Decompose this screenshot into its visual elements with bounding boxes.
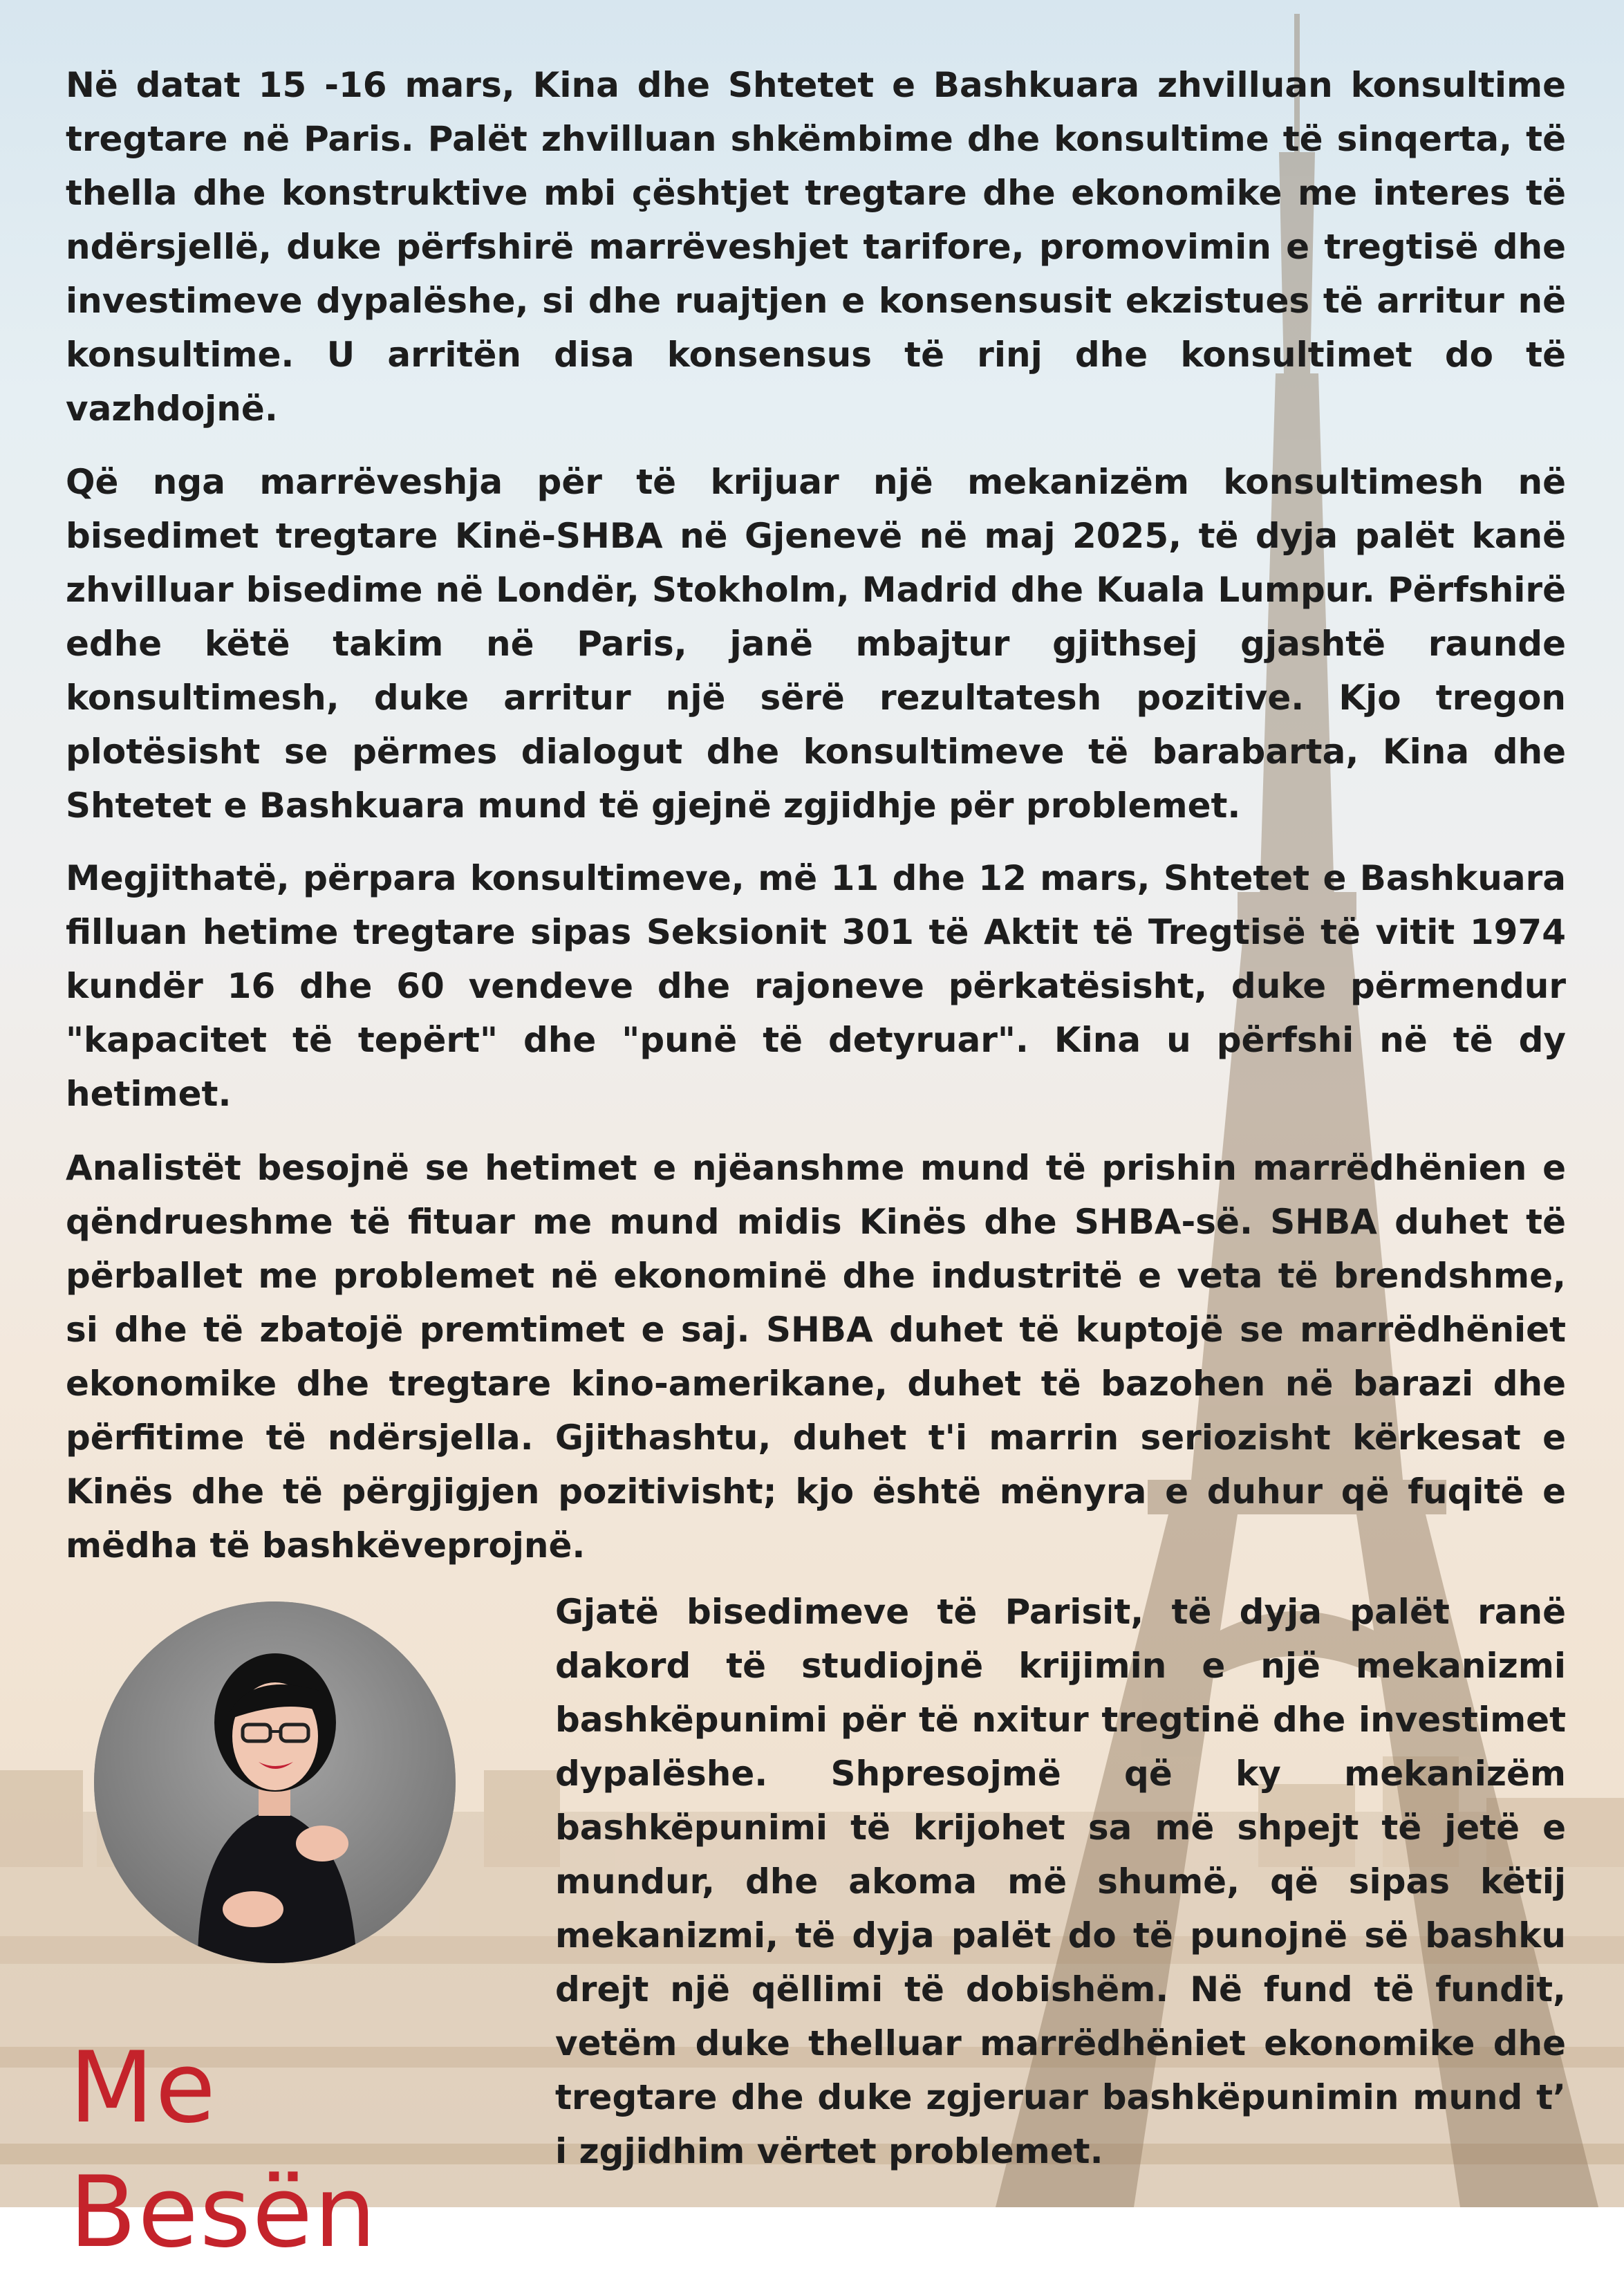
author-signature: Me Besën — [69, 2031, 378, 2269]
article-paragraph-1: Në datat 15 -16 mars, Kina dhe Shtetet e Bashkuara zhvilluan konsultime tregtare në Paris. Palët zhvilluan shkëmbime dhe konsultime të sinqerta, të thella dhe konstruktive mbi çështjet tregtare dhe ekonomike me interes të ndërsjellë, duke përfshirë marrëveshjet tarifore, promovimin e tregtisë dhe investimeve dypalëshe, si dhe ruajtjen e konsensusit ekzistues të arritur në konsultime. U arritën disa konsensus të rinj dhe konsultimet do të vazhdojnë. — [66, 65, 1566, 429]
article-paragraph-3: Megjithatë, përpara konsultimeve, më 11 dhe 12 mars, Shtetet e Bashkuara filluan hetime tregtare sipas Seksionit 301 të Aktit të Tregtisë të vitit 1974 kundër 16 dhe 60 vendeve dhe rajoneve përkatësisht, duke përmendur "kapacitet të tepërt" dhe "punë të detyruar". Kina u përfshi në të dy hetimet. — [66, 858, 1566, 1114]
article-paragraph-2: Që nga marrëveshja për të krijuar një mekanizëm konsultimesh në bisedimet tregtare Kinë-SHBA në Gjenevë në maj 2025, të dyja palët kanë zhvilluar bisedime në Londër, Stokholm, Madrid dhe Kuala Lumpur. Përfshirë edhe këtë takim në Paris, janë mbajtur gjithsej gjashtë raunde konsultimesh, duke arritur një sërë rezultatesh pozitive. Kjo tregon plotësisht se përmes dialogut dhe konsultimeve të barabarta, Kina dhe Shtetet e Bashkuara mund të gjejnë zgjidhje për problemet. — [66, 462, 1566, 826]
article-paragraph-4: Analistët besojnë se hetimet e njëanshme mund të prishin marrëdhënien e qëndrueshme të fituar me mund midis Kinës dhe SHBA-së. SHBA duhet të përballet me problemet në ekonominë dhe industritë e veta të brendshme, si dhe të zbatojë premtimet e saj. SHBA duhet të kuptojë se marrëdhëniet ekonomike dhe tregtare kino-amerikane, duhet të bazohen në barazi dhe përfitime të ndërsjella. Gjithashtu, duhet t'i marrin seriozisht kërkesat e Kinës dhe të përgjigjen pozitivisht; kjo është mënyra e duhur që fuqitë e mëdha të bashkëveprojnë. — [66, 1148, 1566, 1566]
author-portrait — [94, 1601, 456, 1963]
article-paragraph-5: Gjatë bisedimeve të Parisit, të dyja palët ranë dakord të studiojnë krijimin e një mekanizmi bashkëpunimi për të nxitur tregtinë dhe investimet dypalëshe. Shpresojmë që ky mekanizëm bashkëpunimi të krijohet sa më shpejt të jetë e mundur, dhe akoma më shumë, që sipas këtij mekanizmi, të dyja palët do të punojnë së bashku drejt një qëllimi të dobishëm. Në fund të fundit, vetëm duke thelluar marrëdhëniet ekonomike dhe tregtare dhe duke zgjeruar bashkëpunimin mund t’ i zgjidhim vërtet problemet. — [555, 1592, 1566, 2171]
